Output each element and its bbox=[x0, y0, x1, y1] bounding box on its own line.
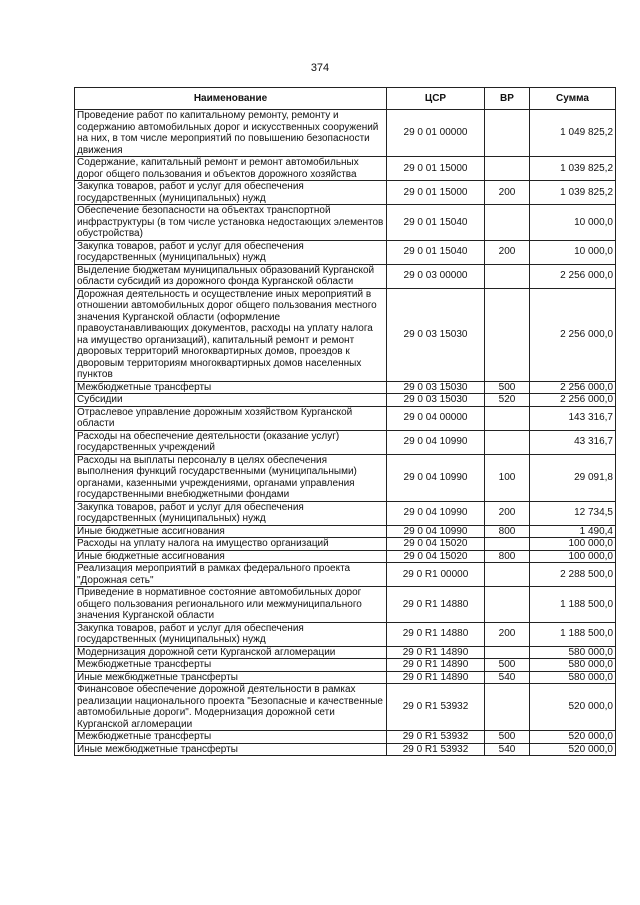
cell-name: Иные межбюджетные трансферты bbox=[75, 743, 387, 756]
cell-name: Межбюджетные трансферты bbox=[75, 381, 387, 394]
table-row bbox=[75, 181, 616, 205]
cell-csr: 29 0 R1 53932 bbox=[387, 731, 485, 744]
cell-vr: 500 bbox=[485, 381, 530, 394]
cell-sum: 2 256 000,0 bbox=[530, 394, 616, 407]
cell-csr: 29 0 03 15030 bbox=[387, 381, 485, 394]
cell-name: Закупка товаров, работ и услуг для обеспечения государственных (муниципальных) нужд bbox=[75, 622, 387, 646]
cell-name: Приведение в нормативное состояние автомобильных дорог общего пользования регионального или межмуниципального значения Курганской области bbox=[75, 587, 387, 623]
cell-name: Иные межбюджетные трансферты bbox=[75, 671, 387, 684]
cell-csr: 29 0 04 15020 bbox=[387, 550, 485, 563]
cell-vr bbox=[485, 406, 530, 430]
cell-vr: 500 bbox=[485, 731, 530, 744]
cell-vr: 520 bbox=[485, 394, 530, 407]
header-sum: Сумма bbox=[530, 88, 616, 110]
cell-csr: 29 0 01 15040 bbox=[387, 240, 485, 264]
cell-sum: 1 039 825,2 bbox=[530, 181, 616, 205]
cell-csr: 29 0 R1 53932 bbox=[387, 743, 485, 756]
cell-name: Проведение работ по капитальному ремонту, ремонту и содержанию автомобильных дорог и искусственных сооружений на них, в том числе мероприятий по повышению безопасности движения bbox=[75, 110, 387, 157]
cell-csr: 29 0 01 15000 bbox=[387, 181, 485, 205]
budget-table bbox=[74, 87, 616, 756]
table-row bbox=[75, 671, 616, 684]
table-row bbox=[75, 550, 616, 563]
cell-vr: 540 bbox=[485, 671, 530, 684]
cell-vr bbox=[485, 264, 530, 288]
cell-sum: 2 256 000,0 bbox=[530, 288, 616, 381]
cell-sum: 29 091,8 bbox=[530, 454, 616, 501]
cell-sum: 2 288 500,0 bbox=[530, 563, 616, 587]
header-vr: ВР bbox=[485, 88, 530, 110]
cell-csr: 29 0 03 15030 bbox=[387, 288, 485, 381]
cell-name: Межбюджетные трансферты bbox=[75, 731, 387, 744]
table-row bbox=[75, 454, 616, 501]
cell-vr: 800 bbox=[485, 525, 530, 538]
page-number: 374 bbox=[310, 62, 330, 74]
cell-name: Финансовое обеспечение дорожной деятельности в рамках реализации национального проекта "Безопасные и качественные автомобильные дороги". Модернизация дорожной сети Курганской агломерации bbox=[75, 684, 387, 731]
table-row bbox=[75, 563, 616, 587]
cell-vr: 800 bbox=[485, 550, 530, 563]
cell-csr: 29 0 04 15020 bbox=[387, 538, 485, 551]
table-row bbox=[75, 157, 616, 181]
cell-sum: 1 188 500,0 bbox=[530, 587, 616, 623]
table-row bbox=[75, 743, 616, 756]
table-row bbox=[75, 525, 616, 538]
cell-name: Модернизация дорожной сети Курганской агломерации bbox=[75, 646, 387, 659]
cell-name: Расходы на уплату налога на имущество организаций bbox=[75, 538, 387, 551]
table-row bbox=[75, 587, 616, 623]
cell-csr: 29 0 04 10990 bbox=[387, 525, 485, 538]
cell-sum: 520 000,0 bbox=[530, 731, 616, 744]
table-row bbox=[75, 684, 616, 731]
cell-csr: 29 0 04 10990 bbox=[387, 430, 485, 454]
cell-sum: 2 256 000,0 bbox=[530, 381, 616, 394]
table-row bbox=[75, 659, 616, 672]
cell-csr: 29 0 R1 14890 bbox=[387, 659, 485, 672]
header-csr: ЦСР bbox=[387, 88, 485, 110]
cell-sum: 10 000,0 bbox=[530, 240, 616, 264]
cell-vr bbox=[485, 205, 530, 241]
table-row bbox=[75, 646, 616, 659]
table-row bbox=[75, 264, 616, 288]
cell-sum: 12 734,5 bbox=[530, 501, 616, 525]
cell-vr bbox=[485, 157, 530, 181]
cell-vr bbox=[485, 288, 530, 381]
cell-csr: 29 0 03 00000 bbox=[387, 264, 485, 288]
cell-sum: 100 000,0 bbox=[530, 538, 616, 551]
cell-name: Субсидии bbox=[75, 394, 387, 407]
cell-sum: 580 000,0 bbox=[530, 671, 616, 684]
cell-name: Обеспечение безопасности на объектах транспортной инфраструктуры (в том числе установка недостающих элементов обустройства) bbox=[75, 205, 387, 241]
cell-vr: 540 bbox=[485, 743, 530, 756]
cell-csr: 29 0 04 10990 bbox=[387, 501, 485, 525]
cell-sum: 580 000,0 bbox=[530, 646, 616, 659]
cell-csr: 29 0 01 15000 bbox=[387, 157, 485, 181]
cell-name: Содержание, капитальный ремонт и ремонт автомобильных дорог общего пользования и объектов дорожного хозяйства bbox=[75, 157, 387, 181]
cell-sum: 43 316,7 bbox=[530, 430, 616, 454]
cell-csr: 29 0 01 00000 bbox=[387, 110, 485, 157]
cell-vr bbox=[485, 646, 530, 659]
cell-csr: 29 0 R1 14890 bbox=[387, 671, 485, 684]
cell-sum: 10 000,0 bbox=[530, 205, 616, 241]
cell-name: Расходы на выплаты персоналу в целях обеспечения выполнения функций государственными (муниципальными) органами, казенными учреждениями, органами управления государственными внебюджетными фондами bbox=[75, 454, 387, 501]
cell-csr: 29 0 04 00000 bbox=[387, 406, 485, 430]
table-body bbox=[75, 110, 616, 756]
cell-csr: 29 0 R1 14880 bbox=[387, 587, 485, 623]
cell-name: Отраслевое управление дорожным хозяйством Курганской области bbox=[75, 406, 387, 430]
cell-sum: 100 000,0 bbox=[530, 550, 616, 563]
table-row bbox=[75, 205, 616, 241]
cell-sum: 520 000,0 bbox=[530, 684, 616, 731]
cell-vr bbox=[485, 587, 530, 623]
cell-name: Дорожная деятельность и осуществление иных мероприятий в отношении автомобильных дорог общего пользования местного значения Курганской области (оформление правоустанавливающих документов, расходы на уплату налога на имущество организаций), капитальный ремонт и ремонт дворовых территорий многоквартирных домов, проездов к дворовым территориям многоквартирных домов населенных пунктов bbox=[75, 288, 387, 381]
cell-vr: 100 bbox=[485, 454, 530, 501]
cell-sum: 143 316,7 bbox=[530, 406, 616, 430]
table-row bbox=[75, 288, 616, 381]
cell-vr: 500 bbox=[485, 659, 530, 672]
cell-sum: 520 000,0 bbox=[530, 743, 616, 756]
cell-csr: 29 0 03 15030 bbox=[387, 394, 485, 407]
table-row bbox=[75, 622, 616, 646]
cell-name: Закупка товаров, работ и услуг для обеспечения государственных (муниципальных) нужд bbox=[75, 501, 387, 525]
cell-vr: 200 bbox=[485, 622, 530, 646]
table-row bbox=[75, 538, 616, 551]
cell-csr: 29 0 R1 14890 bbox=[387, 646, 485, 659]
header-name: Наименование bbox=[75, 88, 387, 110]
cell-sum: 1 049 825,2 bbox=[530, 110, 616, 157]
cell-vr bbox=[485, 110, 530, 157]
table-row bbox=[75, 110, 616, 157]
cell-sum: 2 256 000,0 bbox=[530, 264, 616, 288]
cell-vr bbox=[485, 430, 530, 454]
cell-csr: 29 0 R1 14880 bbox=[387, 622, 485, 646]
cell-sum: 1 039 825,2 bbox=[530, 157, 616, 181]
cell-csr: 29 0 01 15040 bbox=[387, 205, 485, 241]
table-row bbox=[75, 501, 616, 525]
cell-name: Закупка товаров, работ и услуг для обеспечения государственных (муниципальных) нужд bbox=[75, 181, 387, 205]
cell-csr: 29 0 R1 00000 bbox=[387, 563, 485, 587]
table-row bbox=[75, 406, 616, 430]
cell-name: Реализация мероприятий в рамках федерального проекта "Дорожная сеть" bbox=[75, 563, 387, 587]
cell-name: Межбюджетные трансферты bbox=[75, 659, 387, 672]
table-row bbox=[75, 381, 616, 394]
cell-vr: 200 bbox=[485, 181, 530, 205]
cell-vr bbox=[485, 684, 530, 731]
cell-csr: 29 0 R1 53932 bbox=[387, 684, 485, 731]
cell-vr: 200 bbox=[485, 240, 530, 264]
cell-vr bbox=[485, 538, 530, 551]
cell-name: Выделение бюджетам муниципальных образований Курганской области субсидий из дорожного фонда Курганской области bbox=[75, 264, 387, 288]
table-row bbox=[75, 430, 616, 454]
cell-vr: 200 bbox=[485, 501, 530, 525]
cell-vr bbox=[485, 563, 530, 587]
cell-sum: 1 490,4 bbox=[530, 525, 616, 538]
cell-csr: 29 0 04 10990 bbox=[387, 454, 485, 501]
table-header-row bbox=[75, 88, 616, 110]
cell-sum: 1 188 500,0 bbox=[530, 622, 616, 646]
table-row bbox=[75, 394, 616, 407]
cell-name: Расходы на обеспечение деятельности (оказание услуг) государственных учреждений bbox=[75, 430, 387, 454]
table-row bbox=[75, 240, 616, 264]
cell-sum: 580 000,0 bbox=[530, 659, 616, 672]
cell-name: Закупка товаров, работ и услуг для обеспечения государственных (муниципальных) нужд bbox=[75, 240, 387, 264]
cell-name: Иные бюджетные ассигнования bbox=[75, 525, 387, 538]
table-row bbox=[75, 731, 616, 744]
cell-name: Иные бюджетные ассигнования bbox=[75, 550, 387, 563]
